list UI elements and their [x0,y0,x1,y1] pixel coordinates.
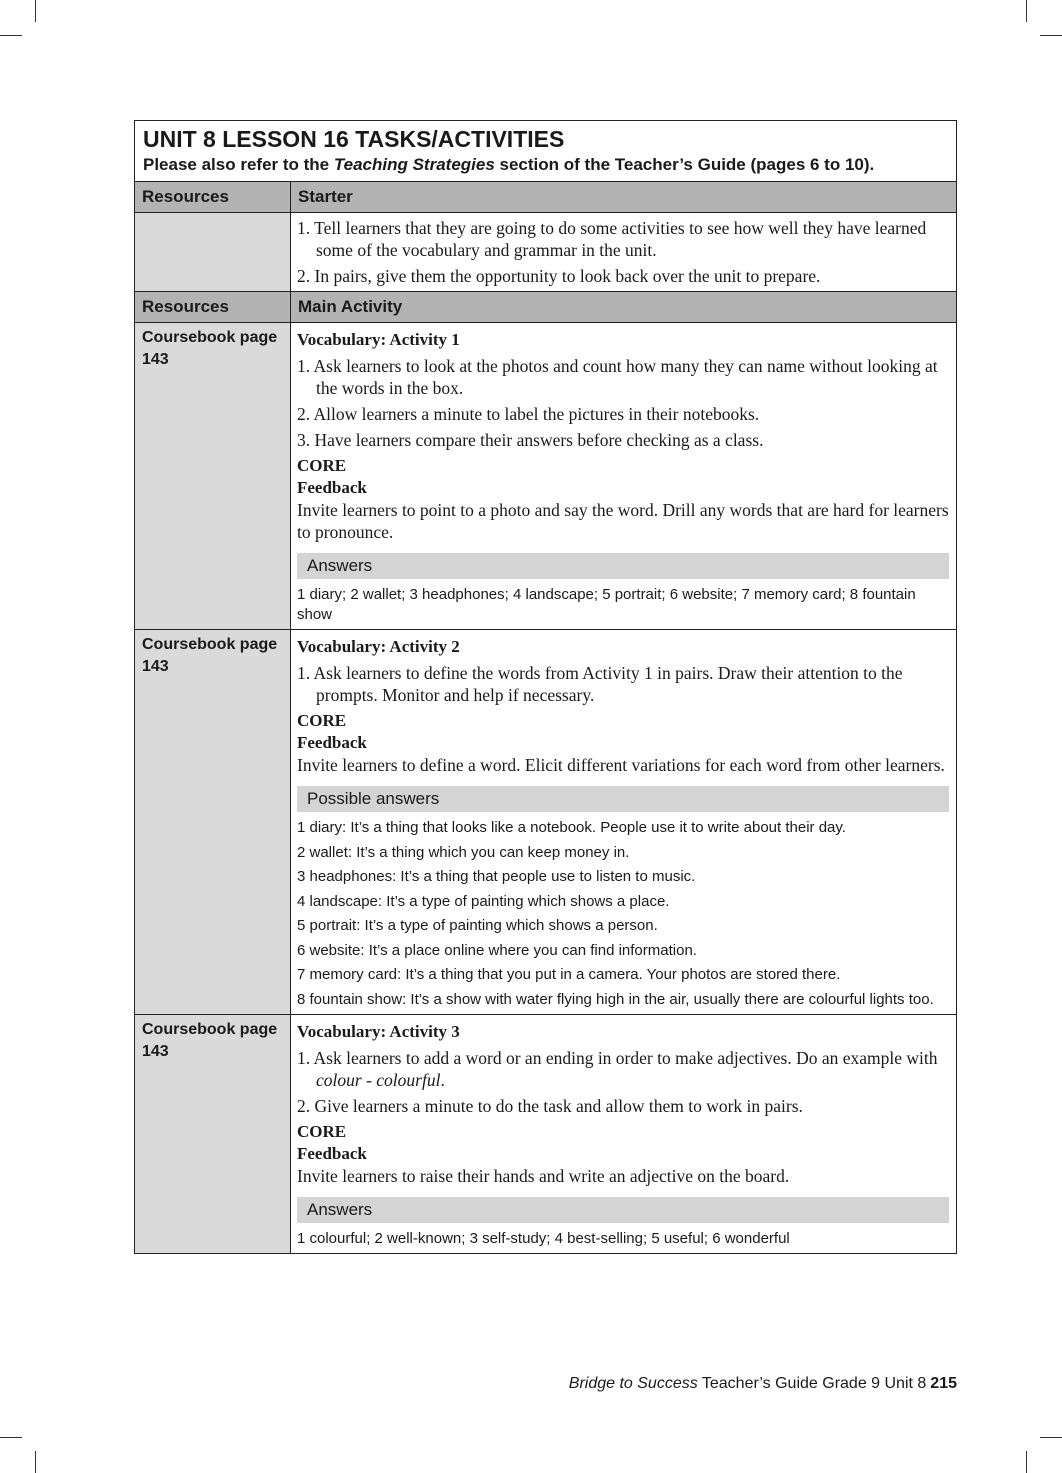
lesson-header [135,121,956,182]
starter-steps [297,217,949,287]
subtitle-post: section of the Teacher’s Guide (pages 6 to 10). [494,155,875,174]
activity-2-content [291,630,956,1014]
resources-column-header: Resources [135,292,291,322]
list-item: 6 website: It’s a place online where you can find information. [297,941,697,959]
activity-3-steps [297,1047,949,1117]
crop-mark [0,1437,22,1438]
list-item: 3 headphones: It’s a thing that people use to listen to music. [297,868,696,885]
list-item: 3. Have learners compare their answers before checking as a class. [297,430,764,450]
starter-header-row [135,182,956,213]
activity-1-resource: Coursebook page 143 [135,323,291,629]
list-item: 4 landscape: It’s a type of painting which shows a place. [297,892,670,910]
starter-row [135,213,956,292]
list-item: 8 fountain show: It’s a show with water flying high in the air, usually there are colourful lights too. [297,990,934,1008]
activity-2-resource: Coursebook page 143 [135,630,291,1014]
example-word: colourful [376,1069,441,1090]
step-text: - [361,1069,377,1090]
activity-2-title: Vocabulary: Activity 2 [297,637,460,656]
page-footer [569,1375,957,1393]
page-number: 215 [930,1375,957,1392]
crop-mark [0,35,22,36]
step-text: . [440,1069,445,1090]
subtitle-pre: Please also refer to the [143,155,334,174]
feedback-text: Invite learners to point to a photo and say the word. Drill any words that are hard for learners to pronounce. [297,500,949,542]
activity-2-row [135,630,956,1015]
lesson-subtitle [143,154,948,176]
list-item [297,1047,949,1091]
crop-mark [35,1451,36,1473]
activity-2-steps [297,662,949,706]
crop-mark [35,0,36,22]
feedback-text: Invite learners to define a word. Elicit different variations for each word from other learners. [297,755,945,775]
resources-column-header: Resources [135,182,291,212]
subtitle-emphasis: Teaching Strategies [333,155,495,174]
example-word: colour [316,1069,362,1090]
list-item: 1. Tell learners that they are going to do some activities to see how well they have learned some of the vocabulary and grammar in the unit. [297,218,927,260]
answers-text: 1 colourful; 2 well-known; 3 self-study; 4 best-selling; 5 useful; 6 wonderful [297,1229,790,1247]
feedback-label: Feedback [297,1143,367,1163]
list-item: 7 memory card: It’s a thing that you put in a camera. Your photos are stored there. [297,966,841,983]
feedback-label: Feedback [297,478,367,497]
starter-resources-cell [135,213,291,291]
list-item: 1. Ask learners to look at the photos and count how many they can name without looking at the words in the box. [297,356,938,398]
activity-1-row [135,323,956,630]
feedback-label: Feedback [297,733,367,752]
core-label: CORE [297,1121,347,1141]
possible-answers-list [297,818,949,1010]
list-item: 1 diary: It’s a thing that looks like a notebook. People use it to write about their day. [297,819,846,836]
answers-heading: Answers [297,1197,949,1223]
crop-mark [1040,35,1062,36]
lesson-title: UNIT 8 LESSON 16 TASKS/ACTIVITIES [143,126,565,152]
lesson-table [134,120,957,1254]
activity-1-content [291,323,956,629]
answers-heading: Answers [297,553,949,579]
activity-1-steps [297,355,949,451]
core-label: CORE [297,456,347,475]
list-item: 2. Give learners a minute to do the task and allow them to work in pairs. [297,1095,803,1116]
core-label: CORE [297,711,347,730]
main-activity-column-header: Main Activity [291,292,956,322]
footer-text: Teacher’s Guide Grade 9 Unit 8 [697,1375,927,1392]
activity-3-title: Vocabulary: Activity 3 [297,1021,460,1041]
crop-mark [1040,1437,1062,1438]
step-text: 1. Ask learners to add a word or an ending in order to make adjectives. Do an example with [297,1047,938,1068]
activity-1-title: Vocabulary: Activity 1 [297,330,460,349]
possible-answers-heading: Possible answers [297,786,949,812]
answers-text: 1 diary; 2 wallet; 3 headphones; 4 landscape; 5 portrait; 6 website; 7 memory card; 8 fountain show [297,586,916,623]
book-title: Bridge to Success [568,1375,698,1392]
main-activity-header-row [135,292,956,323]
list-item: 2 wallet: It’s a thing which you can keep money in. [297,843,630,861]
crop-mark [1026,1451,1027,1473]
crop-mark [1026,0,1027,22]
activity-3-content [291,1015,956,1253]
activity-3-resource: Coursebook page 143 [135,1015,291,1253]
activity-3-row [135,1015,956,1253]
list-item: 2. In pairs, give them the opportunity to look back over the unit to prepare. [297,266,821,286]
starter-column-header: Starter [291,182,956,212]
list-item: 5 portrait: It’s a type of painting which shows a person. [297,917,658,934]
starter-content [291,213,956,291]
list-item: 2. Allow learners a minute to label the pictures in their notebooks. [297,404,760,424]
feedback-text: Invite learners to raise their hands and write an adjective on the board. [297,1165,790,1186]
list-item: 1. Ask learners to define the words from Activity 1 in pairs. Draw their attention to the prompts. Monitor and help if necessary. [297,663,903,705]
